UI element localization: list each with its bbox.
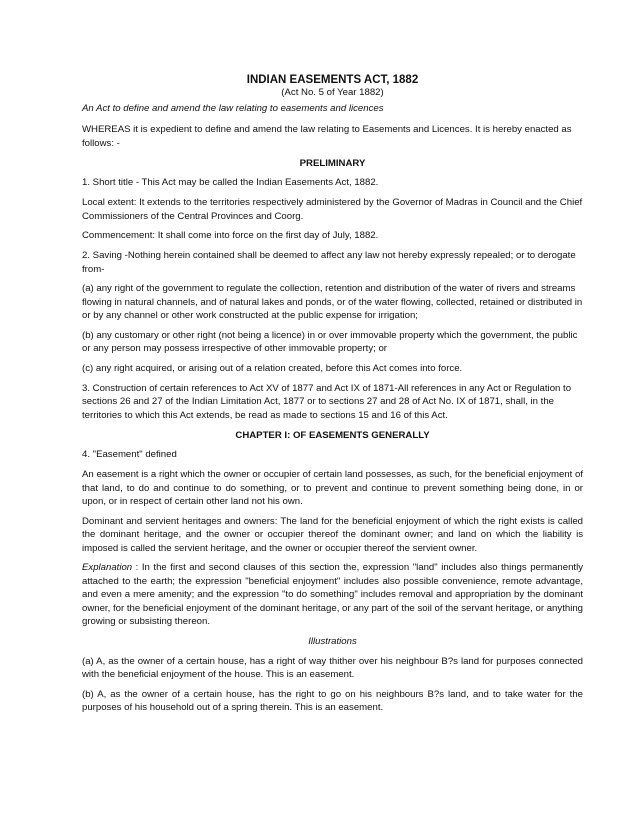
act-title: INDIAN EASEMENTS ACT, 1882	[246, 74, 419, 86]
section-2-clause-a: (a) any right of the government to regulate the collection, retention and distribution of the water of rivers and streams flowing in natural channels, and of natural lakes and ponds, or of the water flowing, collected, retained or distributed in or by any channel or other work constructed at the public expense for irrigation;	[82, 283, 583, 322]
section-4-heading: 4. "Easement" defined	[82, 449, 177, 461]
heading-preliminary: PRELIMINARY	[299, 157, 366, 169]
section-4-dominant-servient: Dominant and servient heritages and owners: The land for the beneficial enjoyment of which the right exists is called the dominant heritage, and the owner or occupier thereof the dominant owner; and land on which the liability is imposed is called the servient heritage, and the owner or occupier thereof the servient owner.	[82, 515, 583, 554]
preamble: WHEREAS it is expedient to define and amend the law relating to Easements and Licences. It is hereby enacted as follows: -	[82, 124, 572, 149]
section-1-short-title: 1. Short title - This Act may be called the Indian Easements Act, 1882.	[82, 177, 379, 189]
section-1-local-extent: Local extent: It extends to the territories respectively administered by the Governor of Madras in Council and the Chief Commissioners of the Central Provinces and Coorg.	[82, 197, 583, 222]
section-4-explanation	[82, 561, 583, 628]
explanation-label: Explanation	[82, 562, 133, 574]
illustrations-heading: Illustrations	[308, 635, 357, 647]
heading-chapter-1: CHAPTER I: OF EASEMENTS GENERALLY	[235, 429, 430, 441]
section-3-construction: 3. Construction of certain references to Act XV of 1877 and Act IX of 1871-All references in any Act or Regulation to sections 26 and 27 of the Indian Limitation Act, 1877 or to sections 27 and 28 of Act No. IX of 1871, shall, in the territories to which this Act extends, be read as made to sections 15 and 16 of this Act.	[82, 383, 572, 421]
section-4-definition: An easement is a right which the owner or occupier of certain land possesses, as such, for the beneficial enjoyment of that land, to do and continue to do something, or to prevent and continue to prevent something being done, in or upon, or in respect of certain other land not his own.	[82, 469, 583, 508]
illustration-b: (b) A, as the owner of a certain house, has the right to go on his neighbours B?s land, and to take water for the purposes of his household out of a spring therein. This is an easement.	[82, 688, 583, 714]
illustration-a: (a) A, as the owner of a certain house, has a right of way thither over his neighbour B?s land for purposes connected with the beneficial enjoyment of the house. This is an easement.	[82, 655, 583, 681]
act-number: (Act No. 5 of Year 1882)	[281, 87, 384, 98]
long-title: An Act to define and amend the law relating to easements and licences	[82, 103, 384, 114]
section-2-clause-c: (c) any right acquired, or arising out of a relation created, before this Act comes into force.	[82, 363, 463, 375]
section-2-clause-b: (b) any customary or other right (not being a licence) in or over immovable property which the government, the public or any person may possess irrespective of other immovable property; or	[82, 330, 578, 355]
explanation-text: : In the first and second clauses of this section the, expression "land" includes also things permanently attached to the earth; the expression "beneficial enjoyment" includes also possible convenience, remote advantage, and even a mere amenity; and the expression "to do something" includes removal and appropriation by the dominant owner, for the beneficial enjoyment of the dominant heritage, or any part of the soil of the servant heritage, or anything growing or subsisting thereon.	[82, 562, 583, 628]
section-1-commencement: Commencement: It shall come into force on the first day of July, 1882.	[82, 230, 379, 242]
section-2-saving: 2. Saving -Nothing herein contained shall be deemed to affect any law not hereby expressly repealed; or to derogate from-	[82, 250, 576, 275]
